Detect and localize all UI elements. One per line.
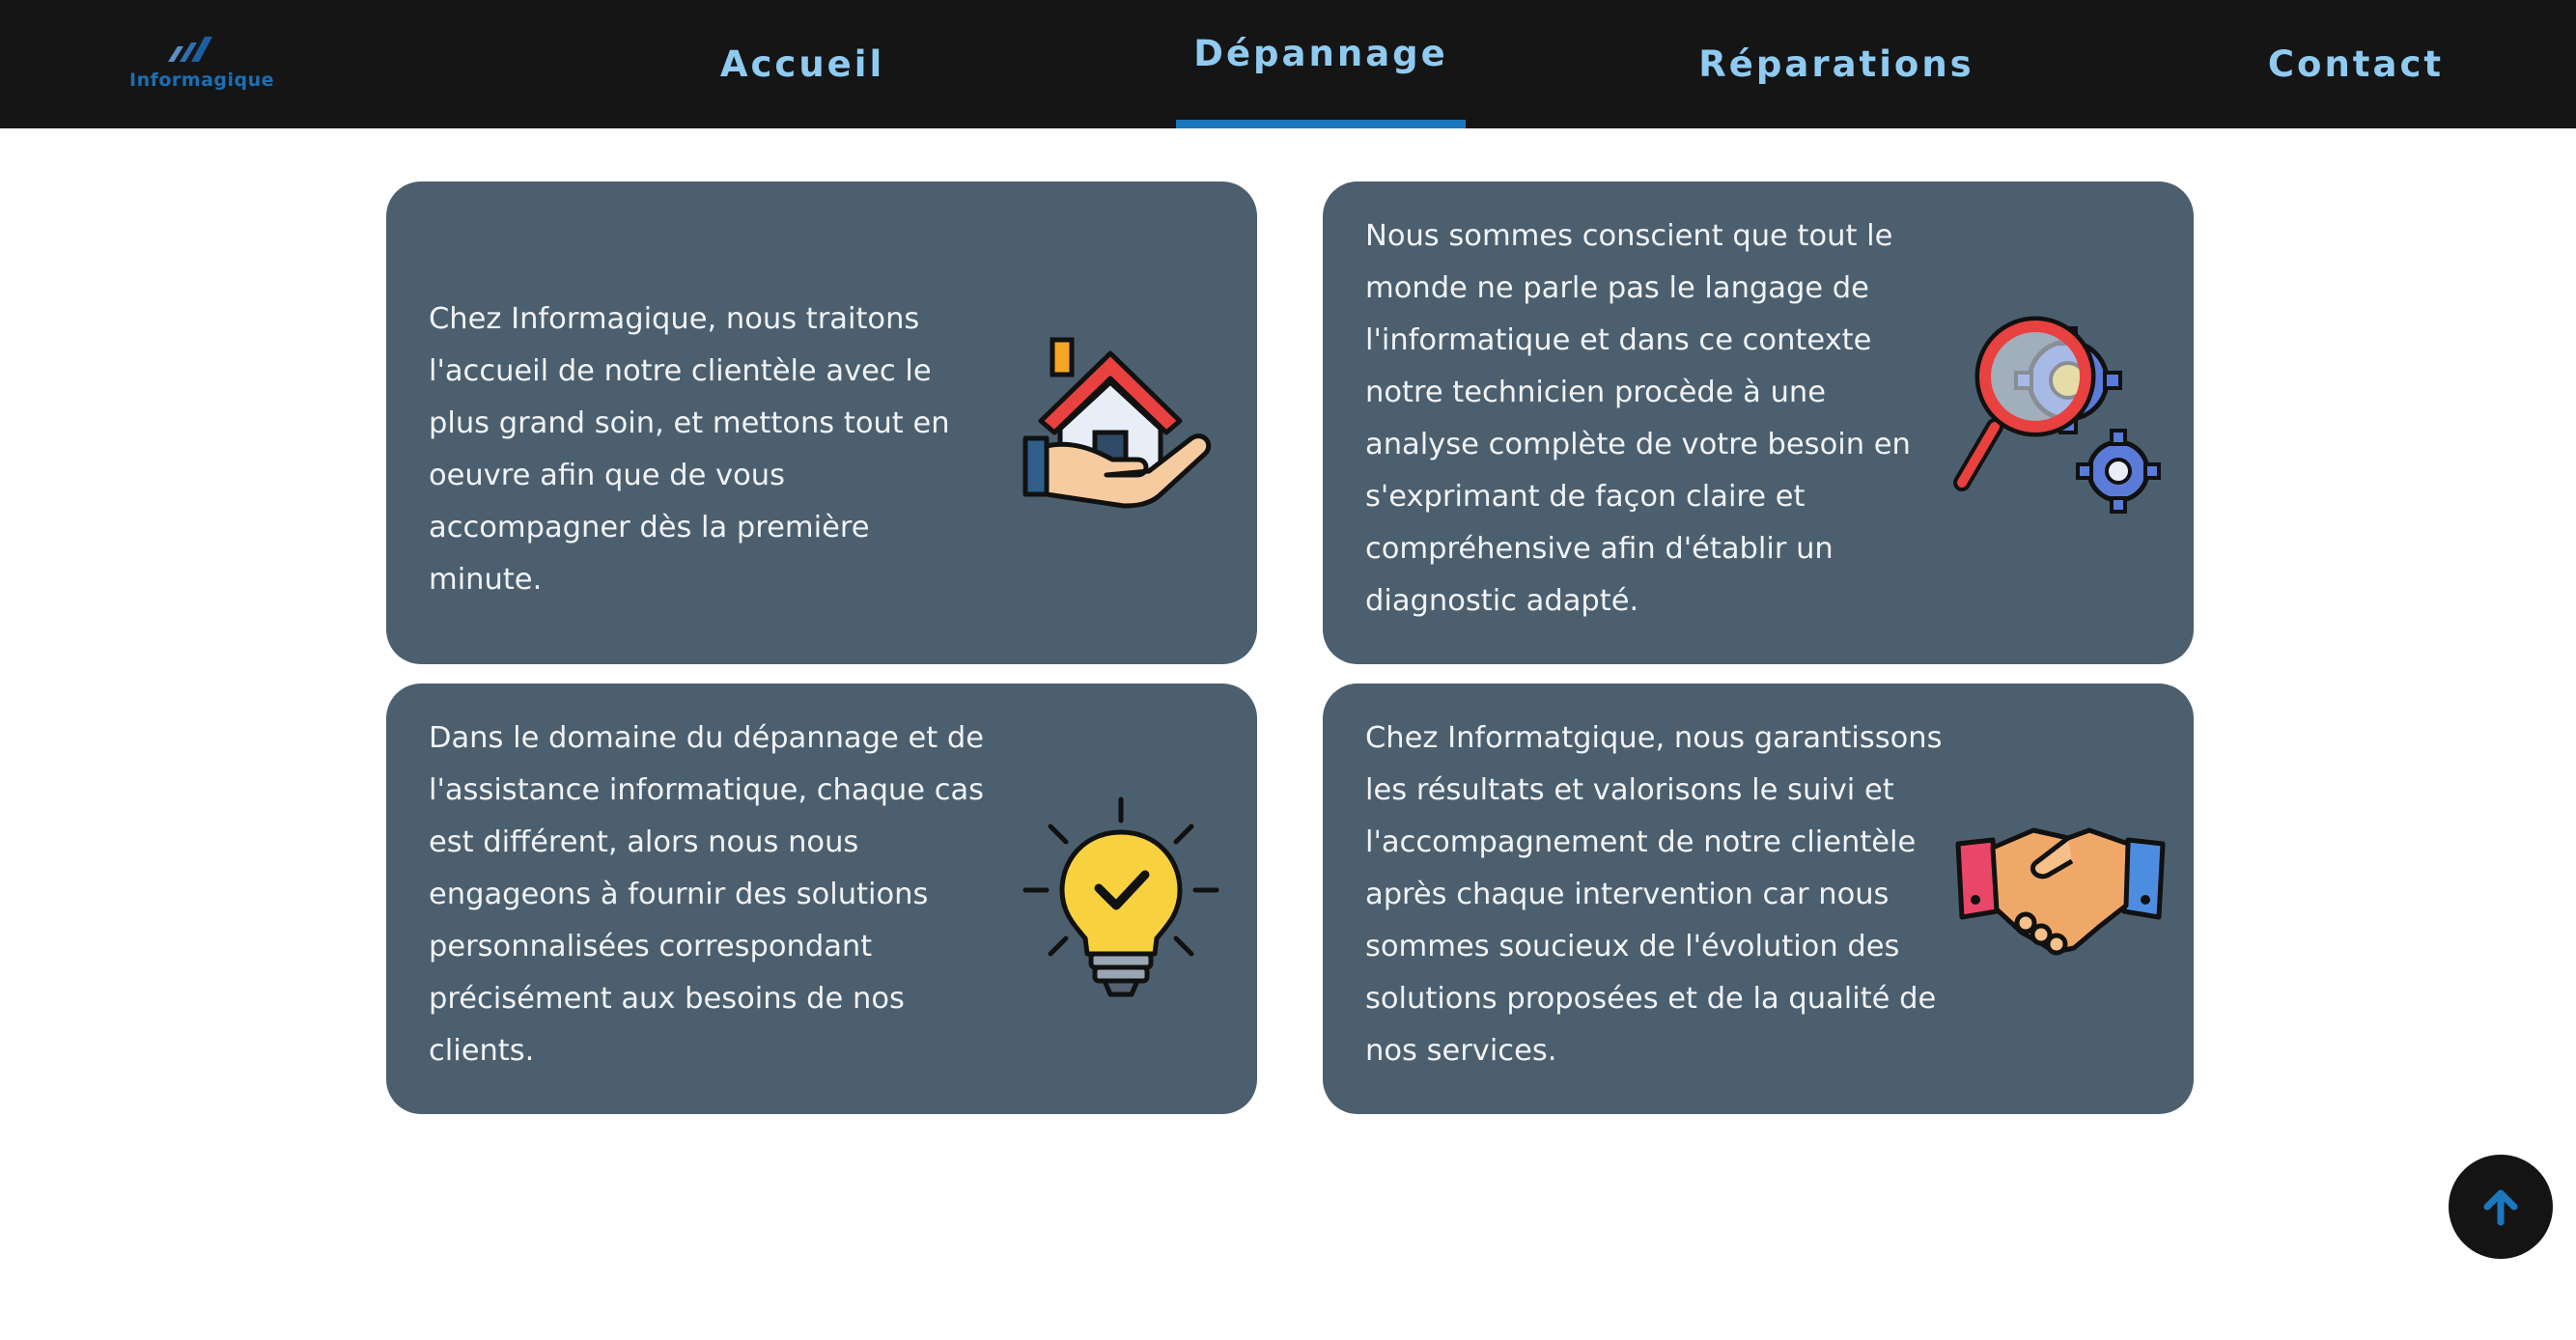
card-accueil-text: Chez Informagique, nous traitons l'accueil de notre clientèle avec le plus grand soin, et mettons tout en oeuvre afin que de vous accompagner dès la première minute. [429,302,950,597]
nav-accueil[interactable] [691,0,913,128]
nav-contact[interactable] [2250,0,2462,128]
nav-reparations[interactable] [1698,0,1974,128]
brand-logo[interactable] [129,33,275,91]
service-card-analyse [1323,181,2194,664]
top-navbar [0,0,2576,128]
card-analyse-text: Nous sommes conscient que tout le monde ne parle pas le langage de l'informatique et dans ce contexte notre technicien procède à une analyse complète de votre besoin en s'exprimant de façon claire et compréhensive afin d'établir un diagnostic adapté. [1365,219,1911,618]
service-card-solutions [386,684,1257,1114]
service-card-accueil [386,181,1257,664]
card-suivi-text: Chez Informatgique, nous garantissons les résultats et valorisons le suivi et l'accompagnement de notre clientèle après chaque intervention car nous sommes soucieux de l'évolution des solutions proposées et de la qualité de nos services. [1365,721,1943,1068]
lightbulb-check-icon [1022,792,1220,1004]
logo-text: Informagique [129,70,275,91]
nav-depannage[interactable] [1176,0,1466,128]
nav-contact-label: Contact [2267,43,2445,85]
nav-reparations-label: Réparations [1698,43,1974,85]
logo-mark-icon [168,33,216,68]
house-in-hand-icon [1014,324,1217,517]
scroll-to-top-button[interactable] [2449,1155,2553,1259]
active-tab-underline [1176,120,1466,128]
nav-depannage-label: Dépannage [1193,33,1448,74]
card-solutions-text: Dans le domaine du dépannage et de l'assistance informatique, chaque cas est différent, alors nous nous engageons à fournir des solutions personnalisées correspondant précisément aux besoins de nos clients. [429,721,985,1068]
handshake-icon [1954,821,2167,956]
nav-accueil-label: Accueil [719,43,885,85]
arrow-up-icon [2479,1186,2522,1228]
magnifier-gears-icon [1952,313,2165,516]
service-card-suivi [1323,684,2194,1114]
